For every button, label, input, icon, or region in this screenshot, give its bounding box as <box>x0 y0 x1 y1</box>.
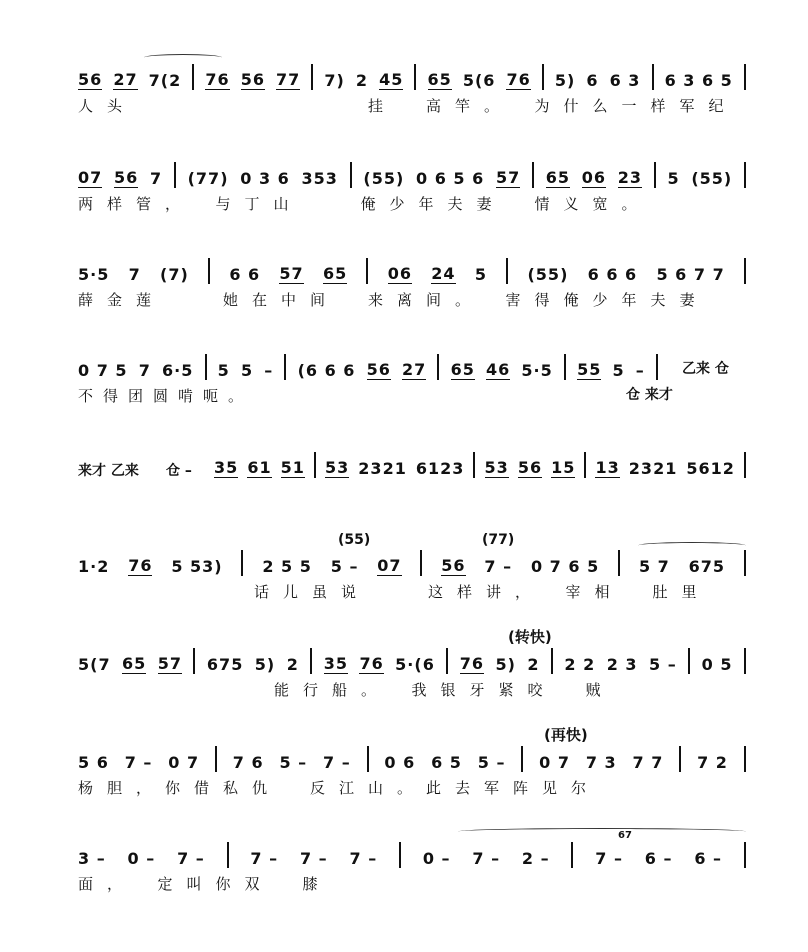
score-system-1 <box>78 60 746 130</box>
note-group: 7 <box>128 265 141 284</box>
note-group: 53 <box>324 458 350 477</box>
note-group: 5 6 7 7 <box>656 265 725 284</box>
note-group: 5·(6 <box>395 655 435 674</box>
barline <box>420 550 422 576</box>
note-group: 65 <box>450 360 475 379</box>
note-group: 5 <box>612 361 625 380</box>
note-group: 6·5 <box>162 361 194 380</box>
lyrics-row-9: 面， 定叫你双 膝 <box>78 875 332 893</box>
barline <box>414 64 416 90</box>
barline <box>366 258 368 284</box>
note-group: 7 – <box>484 557 513 576</box>
note-group: 56 <box>366 360 391 379</box>
score-system-8 <box>78 726 746 812</box>
notes-row-1 <box>78 64 746 90</box>
note-group: 5 – <box>649 655 677 674</box>
lyrics-row-8: 杨胆，你借私仇 反江山。此去军阵见尔 <box>78 779 601 797</box>
barline <box>542 64 544 90</box>
barline <box>744 258 746 284</box>
note-group: 7 – <box>299 849 328 868</box>
note-group: 6 6 6 <box>587 265 638 284</box>
score-system-6 <box>78 532 746 616</box>
note-group: 0 6 <box>384 753 416 772</box>
barline <box>367 746 369 772</box>
note-group: 07 <box>78 168 103 187</box>
barline <box>571 842 573 868</box>
note-group: 3 – <box>78 849 106 868</box>
note-group: 76 <box>459 654 484 673</box>
note-group: 76 <box>128 556 153 575</box>
note-group: 7 2 <box>697 753 728 772</box>
barline <box>227 842 229 868</box>
note-group: 7 – <box>124 753 153 772</box>
note-group: 13 <box>595 458 620 477</box>
note-group: 1·2 <box>78 557 110 576</box>
barline <box>473 452 475 478</box>
note-group: (6 6 6 <box>297 361 356 380</box>
notes-row-4 <box>78 354 658 380</box>
percussion-below: 仓 来才 <box>626 387 673 403</box>
note-group: 0 – <box>127 849 156 868</box>
barline <box>532 162 534 188</box>
lyrics-row-3: 薛金莲 她在中间 来离间。 害得俺少年夫妻 <box>78 291 709 309</box>
note-group: 6 3 <box>609 71 641 90</box>
note-group: 65 <box>122 654 147 673</box>
barline <box>584 452 586 478</box>
barline <box>744 746 746 772</box>
note-group: 7(2 <box>148 71 182 90</box>
note-group: 5 – <box>330 557 359 576</box>
note-group: 7 3 <box>585 753 617 772</box>
note-group: 2321 <box>628 459 678 478</box>
notes-row-3 <box>78 258 746 284</box>
barline <box>284 354 286 380</box>
note-group: 57 <box>157 654 183 673</box>
barline <box>314 452 316 478</box>
note-group: 6 3 6 5 <box>664 71 733 90</box>
note-group: 2 – <box>521 849 550 868</box>
score-system-3 <box>78 254 746 324</box>
notes-row-8 <box>78 746 746 772</box>
note-group: 0 7 5 <box>78 361 128 380</box>
note-group: 7 – <box>250 849 279 868</box>
barline <box>241 550 243 576</box>
note-group: 2 <box>527 655 540 674</box>
note-group: 353 <box>301 169 338 188</box>
barline <box>654 162 656 188</box>
note-group: 0 6 5 6 <box>416 169 485 188</box>
note-group: 45 <box>379 70 404 89</box>
note-group: 27 <box>402 360 427 379</box>
note-group: 5 – <box>279 753 308 772</box>
note-group: 56 <box>517 458 543 477</box>
note-group: 6 5 <box>431 753 462 772</box>
score-system-9 <box>78 830 746 908</box>
note-group: 65 <box>545 168 570 187</box>
note-group: 5 53) <box>171 557 223 576</box>
note-group: 7 – <box>349 849 378 868</box>
note-group: – <box>264 361 274 380</box>
barline <box>564 354 566 380</box>
barline <box>399 842 401 868</box>
note-group: 7 <box>150 169 163 188</box>
percussion-left: 来才 乙来 <box>78 463 139 479</box>
percussion-mid: 仓 – <box>166 463 192 479</box>
note-group: 23 <box>617 168 642 187</box>
barline <box>310 648 312 674</box>
note-group: 675 <box>206 655 244 674</box>
barline <box>688 648 690 674</box>
note-group: 46 <box>486 360 511 379</box>
barline <box>215 746 217 772</box>
note-group: 2 <box>286 655 299 674</box>
note-group: 2 2 <box>564 655 596 674</box>
barline <box>350 162 352 188</box>
note-group: 76 <box>359 654 384 673</box>
note-group: 06 <box>581 168 606 187</box>
barline <box>446 648 448 674</box>
notes-row-7 <box>78 648 746 674</box>
barline <box>208 258 210 284</box>
mark-55: (55) <box>338 532 371 548</box>
score-system-7 <box>78 628 746 714</box>
note-group: 0 5 <box>701 655 733 674</box>
barline <box>437 354 439 380</box>
note-group: 6123 <box>415 459 465 478</box>
barline <box>744 64 746 90</box>
note-group: 7 7 <box>632 753 664 772</box>
barline <box>744 452 746 478</box>
barline <box>679 746 681 772</box>
barline <box>521 746 523 772</box>
note-group: 6 6 <box>229 265 261 284</box>
note-group: 76 <box>205 70 230 89</box>
note-group: 5(7 <box>78 655 111 674</box>
note-group: 57 <box>496 168 521 187</box>
notes-row-2 <box>78 162 746 188</box>
barline <box>744 648 746 674</box>
note-group: 56 <box>114 168 139 187</box>
barline <box>506 258 508 284</box>
note-group: (55) <box>691 169 733 188</box>
barline <box>192 64 194 90</box>
lyrics-row-4: 不得团圆啃呃。 <box>78 387 254 405</box>
lyrics-row-6: 话儿虽说 这样讲， 宰相 肚里 <box>254 583 711 601</box>
note-group: 0 – <box>422 849 451 868</box>
note-group: 56 <box>240 70 265 89</box>
barline <box>205 354 207 380</box>
lyrics-row-1: 人头 挂 高竿。 为什么一样军纪 <box>78 97 738 115</box>
notes-row-6 <box>78 550 746 576</box>
note-group: 5 <box>474 265 487 284</box>
note-group: (55) <box>363 169 405 188</box>
note-group: 7 – <box>595 849 623 868</box>
note-group: 5) <box>495 655 516 674</box>
barline <box>744 842 746 868</box>
note-group: 7 – <box>177 849 205 868</box>
note-group: 76 <box>506 70 531 89</box>
note-group: 5 6 <box>78 753 109 772</box>
note-group: 51 <box>280 458 305 477</box>
note-group: 5 7 <box>638 557 670 576</box>
notes-row-9 <box>78 842 746 868</box>
barline <box>193 648 195 674</box>
note-group: 6 – <box>644 849 673 868</box>
note-group: 55 <box>577 360 602 379</box>
note-group: 675 <box>688 557 726 576</box>
note-group: 5 <box>667 169 680 188</box>
note-group: 7) <box>324 71 345 90</box>
note-group: 53 <box>484 458 509 477</box>
note-group: 7 <box>138 361 151 380</box>
note-group: 2321 <box>358 459 407 478</box>
note-group: 6 <box>586 71 599 90</box>
note-group: 0 7 <box>168 753 200 772</box>
note-group: 35 <box>214 458 239 477</box>
note-group: 5 – <box>477 753 506 772</box>
note-group: 65 <box>322 264 348 283</box>
note-group: 2 <box>355 71 369 90</box>
note-group: 5·5 <box>521 361 553 380</box>
note-group: (77) <box>187 169 229 188</box>
barline <box>174 162 176 188</box>
note-group: 7 – <box>323 753 351 772</box>
note-group: 5612 <box>686 459 735 478</box>
note-group: 15 <box>551 458 576 477</box>
note-group: 5 <box>217 361 230 380</box>
tempo-marking-2: (再快) <box>544 726 588 744</box>
note-group: 0 7 6 5 <box>530 557 600 576</box>
note-group: 77 <box>276 70 301 89</box>
barline <box>618 550 620 576</box>
note-group: (55) <box>527 265 569 284</box>
lyrics-row-7: 能行船。 我银牙紧咬 贼 <box>274 681 615 699</box>
note-group: 2 5 5 <box>262 557 312 576</box>
note-group: 65 <box>427 70 452 89</box>
note-group: 7 6 <box>232 753 264 772</box>
barline <box>551 648 553 674</box>
note-group: 5) <box>554 71 576 90</box>
note-group: 0 3 6 <box>240 169 290 188</box>
score-system-5 <box>78 448 746 518</box>
mark-77: (77) <box>482 532 515 548</box>
note-group: 5 <box>240 361 254 380</box>
score-system-4 <box>78 350 746 420</box>
note-group: 7 – <box>472 849 501 868</box>
note-group: 06 <box>387 264 413 283</box>
barline <box>744 162 746 188</box>
percussion-right: 乙来 仓 <box>682 361 729 377</box>
note-group: 56 <box>441 556 466 575</box>
barline <box>744 550 746 576</box>
note-group: 27 <box>113 70 138 89</box>
tempo-marking-1: (转快) <box>508 628 552 646</box>
note-group: 57 <box>279 264 304 283</box>
notes-row-5 <box>214 452 746 478</box>
note-group: 6 – <box>694 849 723 868</box>
note-group: 24 <box>431 264 456 283</box>
barline <box>652 64 654 90</box>
note-group: 07 <box>377 556 402 575</box>
note-group: 5) <box>254 655 276 674</box>
barline <box>656 354 658 380</box>
note-group: 5·5 <box>78 265 110 284</box>
barline <box>311 64 313 90</box>
note-group: 5(6 <box>462 71 496 90</box>
note-group: (7) <box>160 265 189 284</box>
note-group: 56 <box>78 70 103 89</box>
note-group: 35 <box>323 654 348 673</box>
grace-note: 67 <box>618 830 632 841</box>
score-system-2 <box>78 158 746 228</box>
note-group: 61 <box>247 458 272 477</box>
note-group: 2 3 <box>606 655 638 674</box>
note-group: 0 7 <box>539 753 570 772</box>
note-group: – <box>635 361 645 380</box>
lyrics-row-2: 两样管， 与丁山 俺少年夫妻 情义宽。 <box>78 195 651 213</box>
